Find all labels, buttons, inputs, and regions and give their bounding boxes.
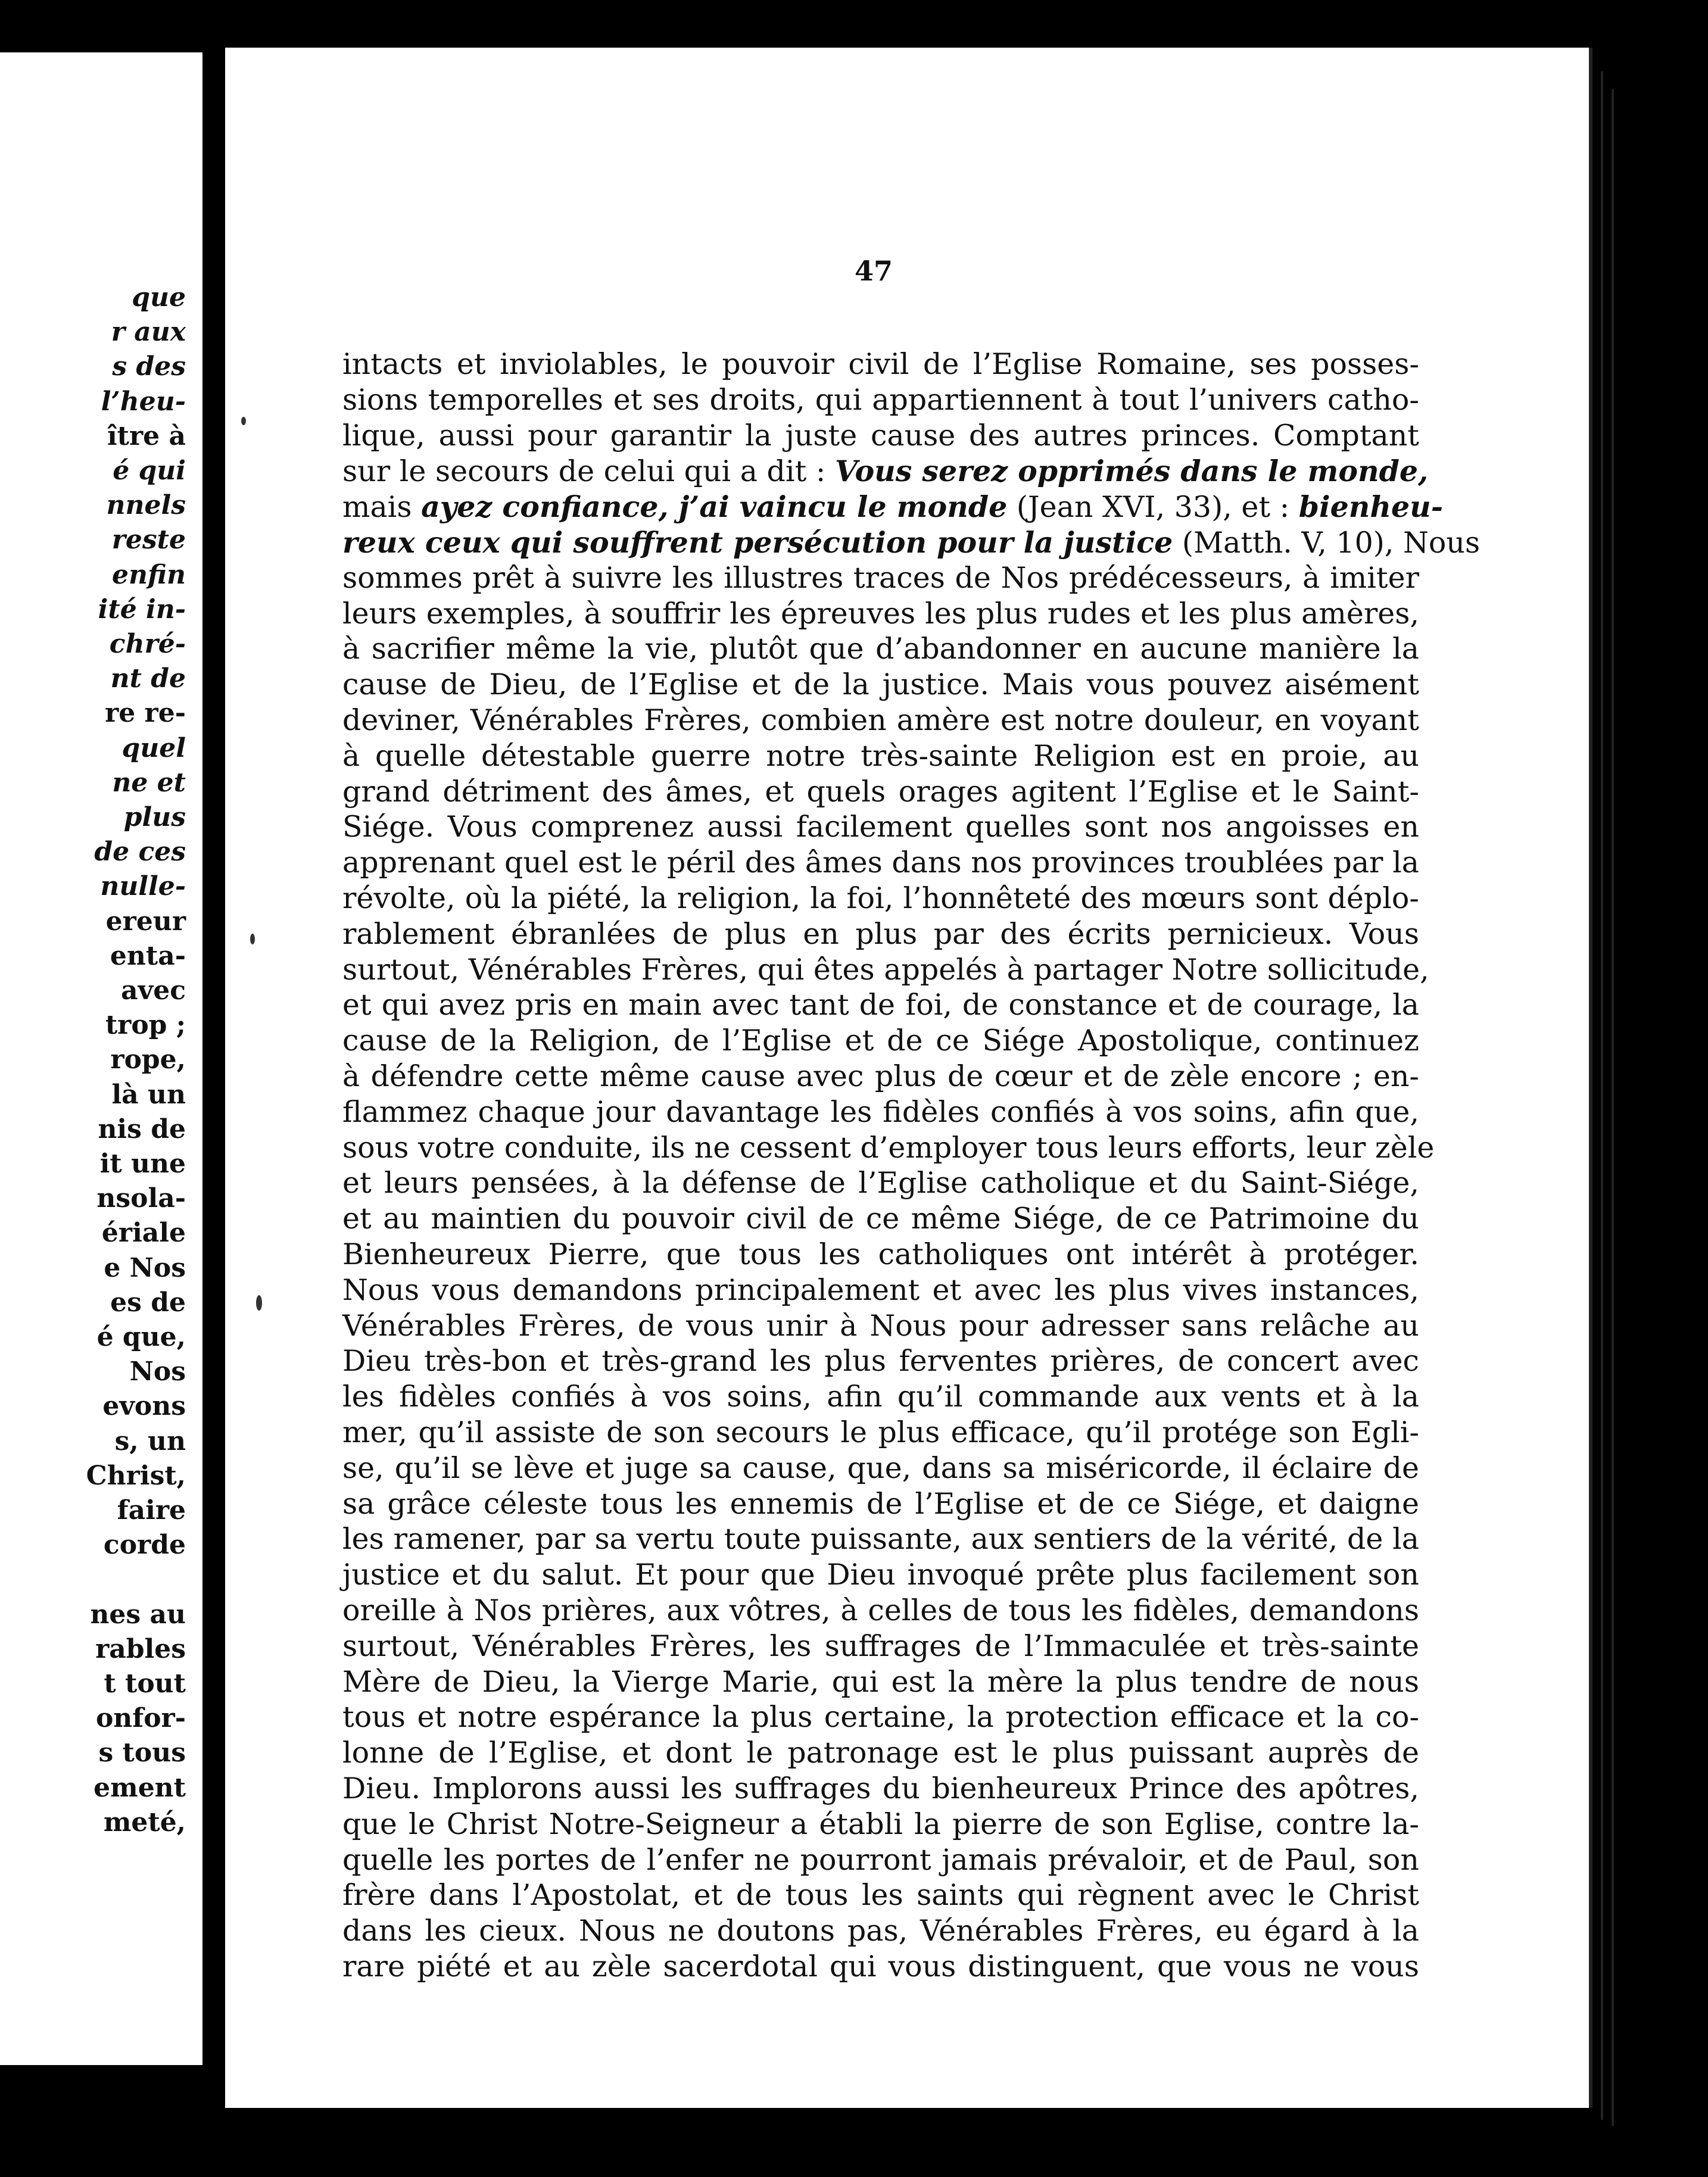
- text-line: [342, 1629, 1419, 1664]
- facing-text-line: Nos: [129, 1356, 186, 1387]
- facing-text-line: de ces: [94, 837, 186, 868]
- text-segment: (Jean XVI, 33), et :: [1007, 490, 1299, 525]
- text-line: [342, 453, 1429, 489]
- text-segment: surtout, Vénérables Frères, qui êtes appelés à partager Notre sollicitude,: [342, 952, 1429, 987]
- facing-text-line: nnels: [106, 490, 186, 521]
- text-segment: se, qu’il se lève et juge sa cause, que, dans sa miséricorde, il éclaire de: [342, 1451, 1419, 1485]
- text-line: [342, 987, 1419, 1023]
- text-line: [342, 1272, 1419, 1308]
- facing-text-line: enfin: [112, 559, 186, 590]
- text-line: [342, 596, 1419, 632]
- text-segment: lonne de l’Eglise, et dont le patronage est le plus puissant auprès de: [342, 1736, 1419, 1770]
- text-segment: et qui avez pris en main avec tant de foi, de constance et de courage, la: [342, 988, 1419, 1022]
- text-line: [342, 1451, 1419, 1486]
- text-line: [342, 418, 1419, 454]
- text-segment: intacts et inviolables, le pouvoir civil de l’Eglise Romaine, ses posses-: [342, 347, 1419, 381]
- page-edge-line: [1601, 71, 1603, 2120]
- facing-text-line: trop ;: [105, 1010, 186, 1041]
- facing-text-line: ériale: [101, 1218, 186, 1249]
- page-number: 47: [855, 255, 893, 287]
- text-segment: sous votre conduite, ils ne cessent d’employer tous leurs efforts, leur zèle: [342, 1130, 1435, 1165]
- text-segment: surtout, Vénérables Frères, les suffrages de l’Immaculée et très-sainte: [342, 1629, 1419, 1663]
- text-line: [342, 347, 1419, 382]
- facing-text-line: corde: [103, 1530, 186, 1561]
- text-line: [342, 525, 1481, 561]
- facing-text-line: chré-: [109, 629, 186, 659]
- text-line: [342, 881, 1419, 916]
- text-segment: et leurs pensées, à la défense de l’Eglise catholique et du Saint-Siége,: [342, 1166, 1419, 1200]
- text-line: [342, 1059, 1419, 1094]
- scan-speck: [241, 417, 246, 425]
- text-line: [342, 1593, 1419, 1629]
- facing-text-line: nt de: [110, 663, 186, 694]
- text-line: [342, 1913, 1419, 1949]
- facing-text-line: avec: [121, 975, 186, 1006]
- facing-text-line: ne et: [112, 767, 186, 798]
- text-segment: mais: [342, 490, 422, 525]
- text-line: [342, 1486, 1419, 1522]
- text-line: [342, 1807, 1419, 1842]
- text-line: [342, 1877, 1419, 1913]
- facing-text-line: s, un: [114, 1426, 186, 1456]
- facing-text-line: reste: [111, 525, 186, 556]
- facing-text-line: nis de: [98, 1114, 186, 1144]
- text-line: [342, 916, 1419, 952]
- text-segment: Dieu. Implorons aussi les suffrages du bienheureux Prince des apôtres,: [342, 1771, 1419, 1805]
- text-segment: sions temporelles et ses droits, qui appartiennent à tout l’univers catho-: [342, 382, 1419, 417]
- text-segment: quelle les portes de l’enfer ne pourront jamais prévaloir, et de Paul, son: [342, 1842, 1419, 1877]
- text-segment: Mère de Dieu, la Vierge Marie, qui est la mère la plus tendre de nous: [342, 1664, 1419, 1699]
- italic-segment: Vous serez opprimés dans le monde,: [834, 454, 1429, 489]
- text-segment: leurs exemples, à souffrir les épreuves les plus rudes et les plus amères,: [342, 596, 1419, 631]
- scan-speck: [250, 934, 255, 944]
- facing-text-line: l’heu-: [101, 386, 186, 417]
- italic-segment: bienheu-: [1298, 489, 1444, 525]
- text-segment: deviner, Vénérables Frères, combien amère est notre douleur, en voyant: [342, 703, 1419, 737]
- facing-text-line: s tous: [98, 1738, 186, 1769]
- text-segment: cause de la Religion, de l’Eglise et de ce Siége Apostolique, continuez: [342, 1024, 1419, 1058]
- facing-text-line: plus: [123, 802, 186, 832]
- text-line: [342, 774, 1419, 810]
- text-segment: dans les cieux. Nous ne doutons pas, Vénérables Frères, eu égard à la: [342, 1914, 1419, 1948]
- facing-text-line: t tout: [104, 1668, 186, 1699]
- facing-text-line: rope,: [110, 1044, 186, 1075]
- facing-page: [0, 52, 202, 2065]
- text-line: [342, 1201, 1419, 1237]
- text-segment: Bienheureux Pierre, que tous les catholiques ont intérêt à protéger.: [342, 1237, 1419, 1271]
- text-line: [342, 845, 1419, 881]
- page-edge-line: [1589, 48, 1592, 2108]
- text-line: [342, 738, 1419, 774]
- text-line: [342, 1521, 1419, 1557]
- facing-text-line: r aux: [111, 317, 186, 348]
- facing-text-line: quel: [121, 732, 186, 763]
- facing-text-line: é qui: [113, 456, 186, 486]
- facing-text-line: ereur: [105, 906, 186, 937]
- text-line: [342, 809, 1419, 845]
- text-line: [342, 1949, 1419, 1985]
- text-segment: les fidèles confiés à vos soins, afin qu’il commande aux vents et à la: [342, 1380, 1419, 1414]
- facing-text-line: que: [132, 282, 186, 313]
- text-line: [342, 1842, 1419, 1878]
- text-line: [342, 382, 1419, 418]
- text-segment: lique, aussi pour garantir la juste cause des autres princes. Comptant: [342, 418, 1419, 453]
- facing-text-line: ement: [93, 1772, 186, 1803]
- text-segment: sur le secours de celui qui a dit :: [342, 454, 835, 489]
- text-segment: frère dans l’Apostolat, et de tous les saints qui règnent avec le Christ: [342, 1878, 1419, 1913]
- page-edge-line: [1612, 89, 1614, 2126]
- text-line: [342, 1771, 1419, 1807]
- facing-text-line: faire: [117, 1495, 186, 1526]
- text-line: [342, 1237, 1419, 1272]
- facing-text-line: rables: [95, 1633, 186, 1664]
- text-line: [342, 1557, 1419, 1593]
- text-segment: les ramener, par sa vertu toute puissante, aux sentiers de la vérité, de la: [342, 1522, 1419, 1557]
- text-segment: sommes prêt à suivre les illustres traces de Nos prédécesseurs, à imiter: [342, 560, 1419, 595]
- facing-text-line: re re-: [105, 698, 186, 729]
- text-segment: apprenant quel est le péril des âmes dans nos provinces troublées par la: [342, 846, 1419, 880]
- text-line: [342, 560, 1419, 596]
- text-line: [342, 489, 1444, 525]
- text-line: [342, 1094, 1419, 1130]
- text-segment: grand détriment des âmes, et quels orages agitent l’Eglise et le Saint-: [342, 774, 1419, 809]
- facing-text-line: onfor-: [95, 1703, 186, 1734]
- facing-text-line: enta-: [110, 940, 186, 971]
- text-line: [342, 1343, 1419, 1379]
- text-line: [342, 667, 1419, 703]
- text-segment: Nous vous demandons principalement et avec les plus vives instances,: [342, 1272, 1419, 1307]
- text-line: [342, 1735, 1419, 1771]
- facing-text-line: nsola-: [96, 1183, 186, 1214]
- text-line: [342, 703, 1419, 738]
- text-segment: oreille à Nos prières, aux vôtres, à celles de tous les fidèles, demandons: [342, 1593, 1419, 1627]
- italic-segment: reux ceux qui souffrent persécution pour la justice: [342, 525, 1173, 560]
- text-segment: rare piété et au zèle sacerdotal qui vous distinguent, que vous ne vous: [342, 1950, 1419, 1983]
- text-segment: flammez chaque jour davantage les fidèles confiés à vos soins, afin que,: [342, 1094, 1419, 1129]
- text-segment: tous et notre espérance la plus certaine, la protection efficace et la co-: [342, 1700, 1419, 1735]
- text-line: [342, 1664, 1419, 1700]
- text-segment: mer, qu’il assiste de son secours le plus efficace, qu’il protége son Egli-: [342, 1415, 1419, 1449]
- facing-text-line: e Nos: [104, 1252, 186, 1283]
- facing-text-line: meté,: [103, 1807, 186, 1838]
- facing-text-line: nes au: [90, 1599, 186, 1630]
- text-segment: Dieu très-bon et très-grand les plus ferventes prières, de concert avec: [342, 1344, 1419, 1378]
- text-segment: justice et du salut. Et pour que Dieu invoqué prête plus facilement son: [342, 1558, 1419, 1592]
- text-line: [342, 1165, 1419, 1201]
- text-segment: sa grâce céleste tous les ennemis de l’Eglise et de ce Siége, et daigne: [342, 1486, 1419, 1521]
- text-segment: à quelle détestable guerre notre très-sainte Religion est en proie, au: [342, 738, 1419, 773]
- text-line: [342, 631, 1419, 667]
- text-line: [342, 1308, 1419, 1344]
- text-line: [342, 952, 1429, 988]
- text-segment: à sacrifier même la vie, plutôt que d’abandonner en aucune manière la: [342, 632, 1419, 666]
- facing-text-line: ité in-: [98, 594, 186, 625]
- facing-text-line: it une: [99, 1149, 186, 1179]
- text-segment: rablement ébranlées de plus en plus par des écrits pernicieux. Vous: [342, 916, 1419, 951]
- text-line: [342, 1130, 1435, 1166]
- text-segment: cause de Dieu, de l’Eglise et de la justice. Mais vous pouvez aisément: [342, 668, 1419, 702]
- facing-text-line: ître à: [107, 420, 186, 451]
- text-segment: (Matth. V, 10), Nous: [1173, 526, 1481, 560]
- text-line: [342, 1023, 1419, 1059]
- facing-text-line: s des: [112, 351, 186, 382]
- text-line: [342, 1415, 1419, 1451]
- text-segment: et au maintien du pouvoir civil de ce même Siége, de ce Patrimoine du: [342, 1202, 1419, 1236]
- facing-text-line: nulle-: [100, 871, 186, 902]
- text-segment: à défendre cette même cause avec plus de cœur et de zèle encore ; en-: [342, 1059, 1419, 1093]
- text-segment: Siége. Vous comprenez aussi facilement quelles sont nos angoisses en: [342, 810, 1419, 844]
- text-segment: Vénérables Frères, de vous unir à Nous pour adresser sans relâche au: [342, 1308, 1419, 1343]
- page-shadow: [202, 52, 225, 2077]
- text-segment: révolte, où la piété, la religion, la foi, l’honnêteté des mœurs sont déplo-: [342, 881, 1419, 915]
- italic-segment: ayez confiance, j’ai vaincu le monde: [421, 489, 1008, 525]
- scan-speck: [256, 1295, 262, 1311]
- facing-text-line: Christ,: [86, 1460, 186, 1491]
- facing-text-line: evons: [102, 1391, 186, 1422]
- text-segment: que le Christ Notre-Seigneur a établi la pierre de son Eglise, contre la-: [342, 1807, 1419, 1841]
- facing-text-line: là un: [111, 1079, 186, 1110]
- text-line: [342, 1699, 1419, 1735]
- facing-text-line: es de: [110, 1287, 186, 1318]
- text-line: [342, 1379, 1419, 1415]
- facing-text-line: é que,: [96, 1322, 186, 1352]
